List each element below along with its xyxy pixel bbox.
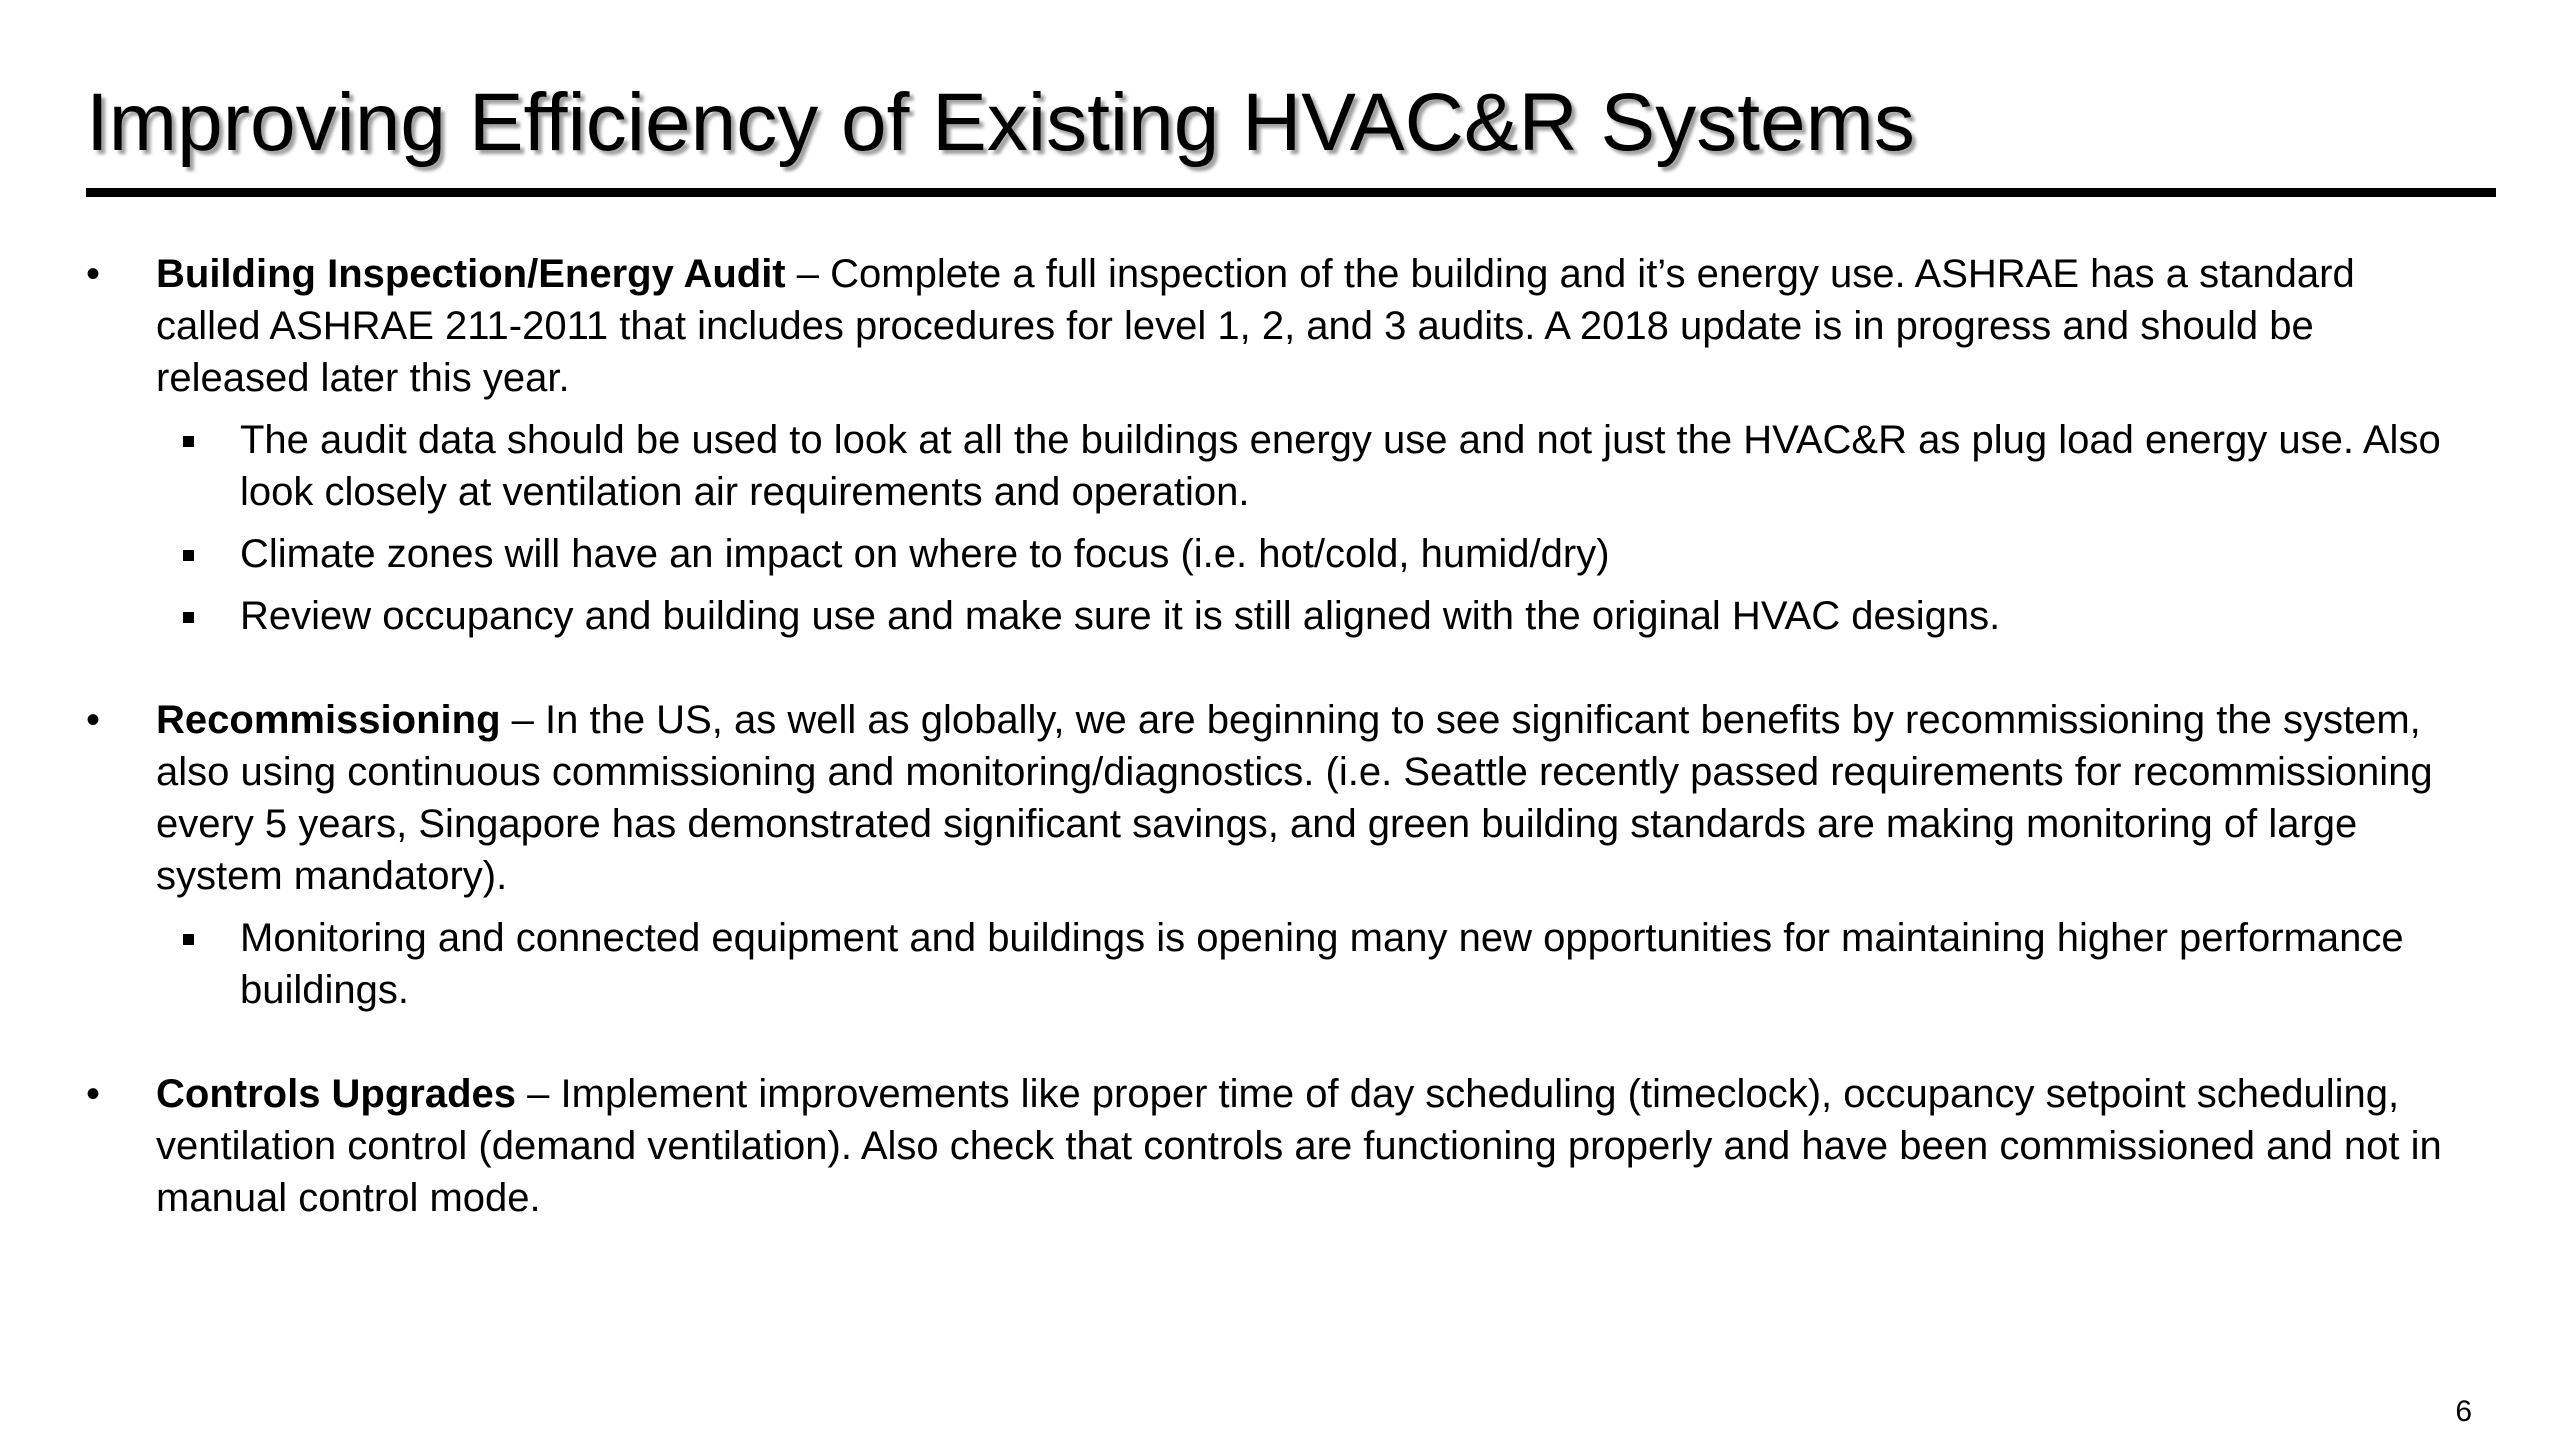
sub-bullet-list	[156, 912, 2466, 1016]
bullet-text: – Complete a full inspection of the building and it’s energy use. ASHRAE has a standard called ASHRAE 211-2011 that includes procedures for level 1, 2, and 3 audits. A 2018 update is in progress and should be released later this year.	[156, 252, 2355, 400]
square-bullet-icon	[183, 436, 194, 447]
bullet-marker: •	[86, 252, 101, 296]
bullet-recommissioning	[86, 694, 2466, 1016]
slide-title: Improving Efficiency of Existing HVAC&R Systems	[86, 77, 1915, 168]
sub-bullet-text: The audit data should be used to look at all the buildings energy use and not just the HVAC&R as plug load energy use. Also look closely at ventilation air requirements and operation.	[240, 418, 2441, 514]
bullet-text: – Implement improvements like proper time of day scheduling (timeclock), occupancy setpoint scheduling, ventilation control (demand ventilation). Also check that controls are functioning properly and have been commissioned and not in manual control mode.	[156, 1072, 2442, 1220]
bullet-heading: Building Inspection/Energy Audit	[156, 252, 786, 296]
sub-bullet-text: Review occupancy and building use and make sure it is still aligned with the original HVAC designs.	[240, 594, 2001, 638]
slide-content	[86, 248, 2466, 1224]
bullet-marker: •	[86, 698, 101, 742]
square-bullet-icon	[183, 934, 194, 945]
bullet-marker: •	[86, 1072, 101, 1116]
bullet-building-inspection	[86, 248, 2466, 642]
square-bullet-icon	[183, 550, 194, 561]
sub-bullet-text: Climate zones will have an impact on where to focus (i.e. hot/cold, humid/dry)	[240, 532, 1610, 576]
bullet-heading: Recommissioning	[156, 698, 501, 742]
bullet-text: – In the US, as well as globally, we are beginning to see significant benefits by recommissioning the system, also using continuous commissioning and monitoring/diagnostics. (i.e. Seattle recently passed requirements for recommissioning every 5 years, Singapore has demonstrated significant savings, and green building standards are making monitoring of large system mandatory).	[156, 698, 2433, 898]
sub-bullet	[86, 528, 2466, 580]
sub-bullet	[86, 590, 2466, 642]
bullet-heading: Controls Upgrades	[156, 1072, 517, 1116]
sub-bullet	[86, 414, 2466, 518]
sub-bullet-list	[156, 414, 2466, 642]
bullet-controls-upgrades	[86, 1068, 2466, 1224]
title-underline	[86, 188, 2496, 197]
sub-bullet	[86, 912, 2466, 1016]
page-number: 6	[2455, 1395, 2472, 1428]
square-bullet-icon	[183, 612, 194, 623]
sub-bullet-text: Monitoring and connected equipment and buildings is opening many new opportunities for maintaining higher performance buildings.	[240, 916, 2404, 1012]
